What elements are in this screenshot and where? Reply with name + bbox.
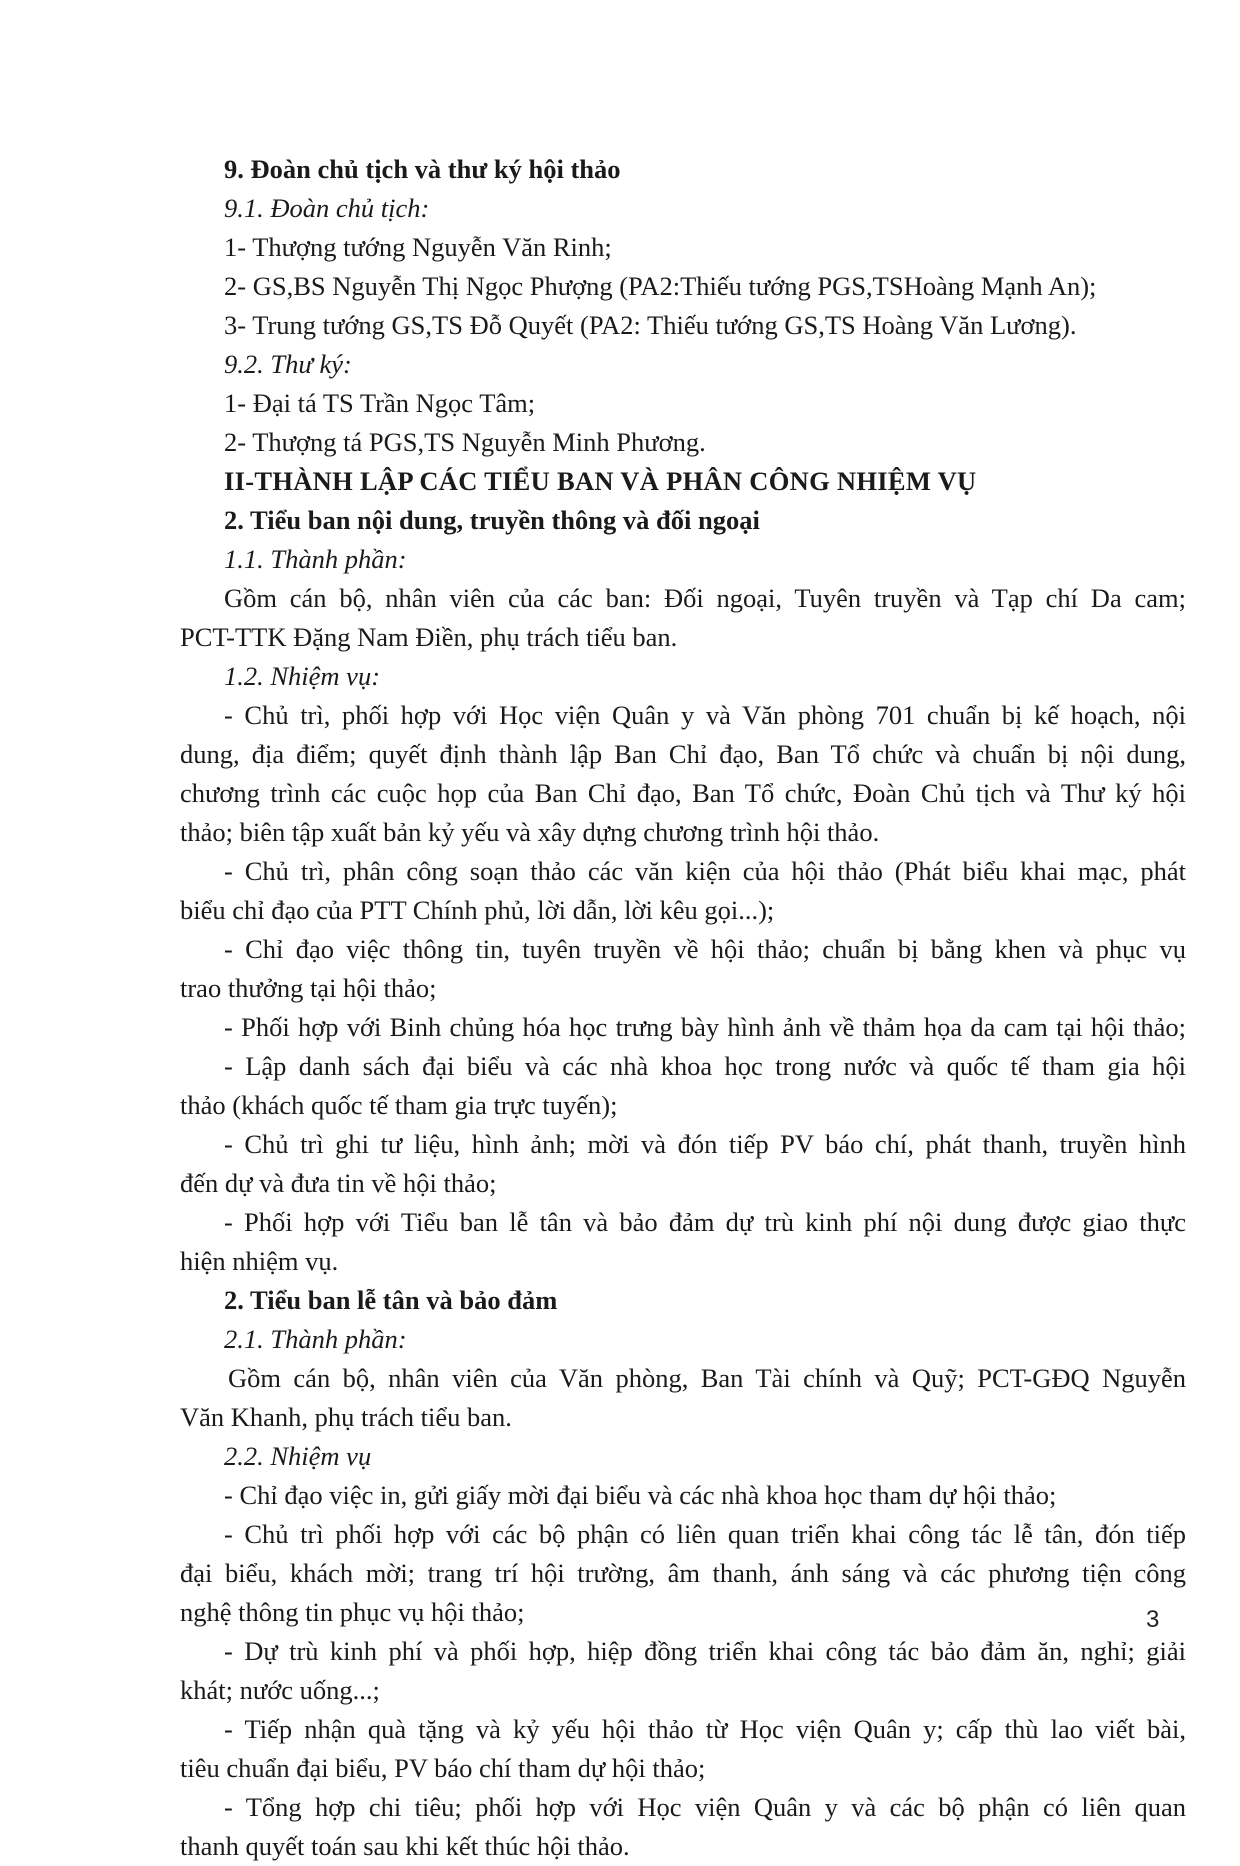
task-line: - Tổng hợp chi tiêu; phối hợp với Học viện Quân y và các bộ phận có liên quan bbox=[224, 1792, 1186, 1822]
task-line: trao thưởng tại hội thảo; bbox=[180, 973, 437, 1003]
subcommittee1-title: 2. Tiểu ban nội dung, truyền thông và đối ngoại bbox=[224, 505, 760, 535]
task-line: - Chủ trì phối hợp với các bộ phận có liên quan triển khai công tác lễ tân, đón tiếp bbox=[224, 1519, 1186, 1549]
task-line: thảo; biên tập xuất bản kỷ yếu và xây dựng chương trình hội thảo. bbox=[180, 817, 880, 847]
subcommittee1-composition-line: PCT-TTK Đặng Nam Điền, phụ trách tiểu ban. bbox=[180, 622, 678, 652]
task-line: thanh quyết toán sau khi kết thúc hội thảo. bbox=[180, 1831, 630, 1861]
task-line: - Phối hợp với Tiểu ban lễ tân và bảo đảm dự trù kinh phí nội dung được giao thực bbox=[224, 1207, 1186, 1237]
task-line: đại biểu, khách mời; trang trí hội trường, âm thanh, ánh sáng và các phương tiện công bbox=[180, 1558, 1186, 1588]
task-line: - Chủ trì ghi tư liệu, hình ảnh; mời và đón tiếp PV báo chí, phát thanh, truyền hình bbox=[224, 1129, 1186, 1159]
task-line: - Phối hợp với Binh chủng hóa học trưng bày hình ảnh về thảm họa da cam tại hội thảo; bbox=[224, 1012, 1186, 1042]
task-line: - Chỉ đạo việc thông tin, tuyên truyền về hội thảo; chuẩn bị bằng khen và phục vụ bbox=[224, 934, 1186, 964]
task-line: biểu chỉ đạo của PTT Chính phủ, lời dẫn, lời kêu gọi...); bbox=[180, 895, 775, 925]
section9-sub2: 9.2. Thư ký: bbox=[224, 349, 352, 379]
task-line: - Lập danh sách đại biểu và các nhà khoa học trong nước và quốc tế tham gia hội bbox=[224, 1051, 1186, 1081]
task-line: - Chủ trì, phối hợp với Học viện Quân y và Văn phòng 701 chuẩn bị kế hoạch, nội bbox=[224, 700, 1186, 730]
section9-title: 9. Đoàn chủ tịch và thư ký hội thảo bbox=[224, 154, 621, 184]
subcommittee2-composition-line: Văn Khanh, phụ trách tiểu ban. bbox=[180, 1402, 512, 1432]
task-line: - Dự trù kinh phí và phối hợp, hiệp đồng triển khai công tác bảo đảm ăn, nghỉ; giải bbox=[224, 1636, 1186, 1666]
subcommittee2-composition-label: 2.1. Thành phần: bbox=[224, 1324, 407, 1354]
presidium-item: 1- Thượng tướng Nguyễn Văn Rinh; bbox=[224, 232, 612, 262]
part2-title: II-THÀNH LẬP CÁC TIỂU BAN VÀ PHÂN CÔNG NHIỆM VỤ bbox=[224, 466, 977, 496]
task-line: khát; nước uống...; bbox=[180, 1675, 380, 1705]
task-line: - Chủ trì, phân công soạn thảo các văn kiện của hội thảo (Phát biểu khai mạc, phát bbox=[224, 856, 1186, 886]
subcommittee2-title: 2. Tiểu ban lễ tân và bảo đảm bbox=[224, 1285, 558, 1315]
subcommittee1-composition-label: 1.1. Thành phần: bbox=[224, 544, 407, 574]
secretary-item: 2- Thượng tá PGS,TS Nguyễn Minh Phương. bbox=[224, 427, 706, 457]
task-line: - Tiếp nhận quà tặng và kỷ yếu hội thảo từ Học viện Quân y; cấp thù lao viết bài, bbox=[224, 1714, 1186, 1744]
subcommittee1-tasks-label: 1.2. Nhiệm vụ: bbox=[224, 661, 381, 691]
presidium-item: 2- GS,BS Nguyễn Thị Ngọc Phượng (PA2:Thiếu tướng PGS,TSHoàng Mạnh An); bbox=[224, 271, 1097, 301]
task-line: thảo (khách quốc tế tham gia trực tuyến); bbox=[180, 1090, 618, 1120]
task-line: đến dự và đưa tin về hội thảo; bbox=[180, 1168, 497, 1198]
subcommittee2-composition-line: Gồm cán bộ, nhân viên của Văn phòng, Ban Tài chính và Quỹ; PCT-GĐQ Nguyễn bbox=[228, 1363, 1186, 1393]
subcommittee1-composition-line: Gồm cán bộ, nhân viên của các ban: Đối ngoại, Tuyên truyền và Tạp chí Da cam; bbox=[224, 583, 1186, 613]
task-line: hiện nhiệm vụ. bbox=[180, 1246, 339, 1276]
task-line: tiêu chuẩn đại biểu, PV báo chí tham dự hội thảo; bbox=[180, 1753, 706, 1783]
subcommittee2-tasks-label: 2.2. Nhiệm vụ bbox=[224, 1441, 372, 1471]
task-line: - Chỉ đạo việc in, gửi giấy mời đại biểu và các nhà khoa học tham dự hội thảo; bbox=[224, 1480, 1057, 1510]
task-line: dung, địa điểm; quyết định thành lập Ban Chỉ đạo, Ban Tổ chức và chuẩn bị nội dung, bbox=[180, 739, 1186, 769]
task-line: nghệ thông tin phục vụ hội thảo; bbox=[180, 1597, 525, 1627]
secretary-item: 1- Đại tá TS Trần Ngọc Tâm; bbox=[224, 388, 536, 418]
task-line: chương trình các cuộc họp của Ban Chỉ đạo, Ban Tổ chức, Đoàn Chủ tịch và Thư ký hội bbox=[180, 778, 1186, 808]
page-body bbox=[180, 150, 1186, 1866]
page-number: 3 bbox=[1146, 1606, 1160, 1633]
section9-sub1: 9.1. Đoàn chủ tịch: bbox=[224, 193, 430, 223]
presidium-item: 3- Trung tướng GS,TS Đỗ Quyết (PA2: Thiếu tướng GS,TS Hoàng Văn Lương). bbox=[224, 310, 1077, 340]
